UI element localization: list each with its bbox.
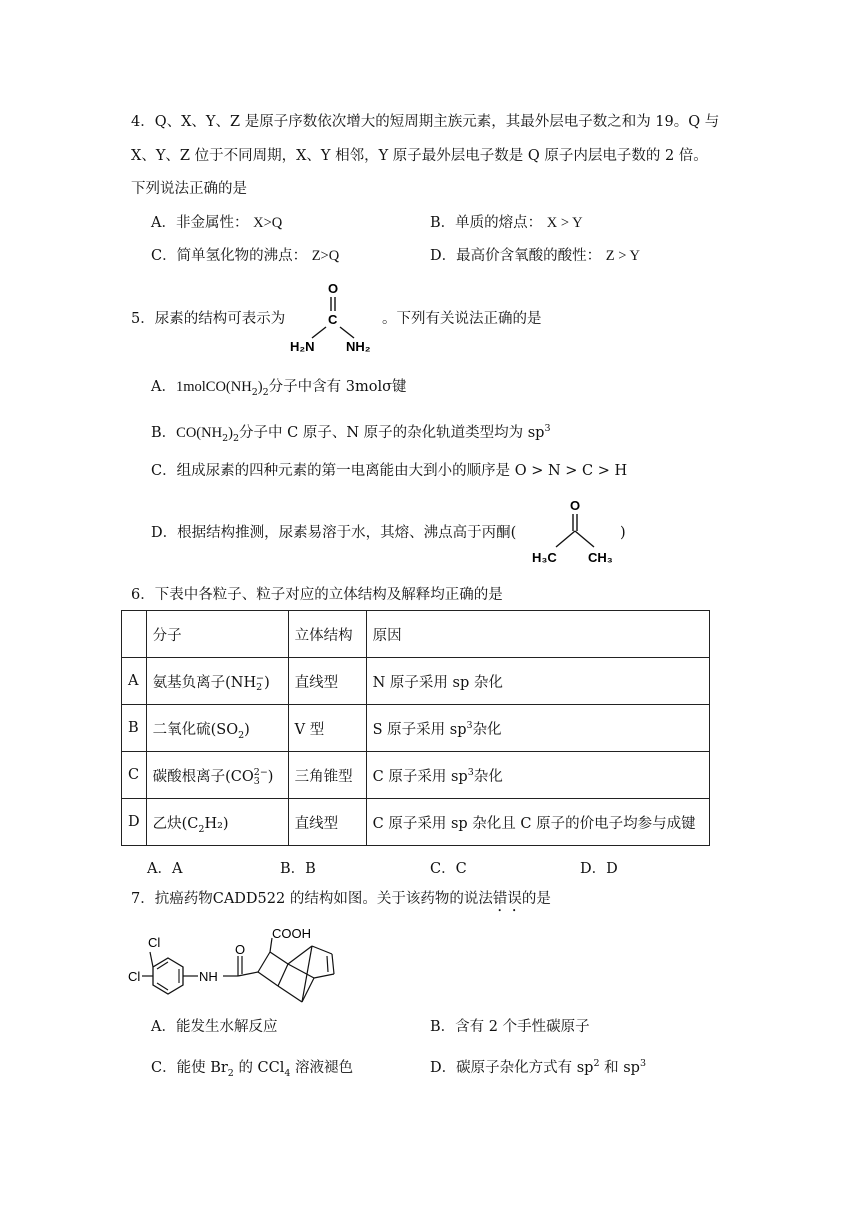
q6-table: [121, 610, 710, 846]
emphasis-word: 错误: [492, 891, 522, 907]
q5-stem-a: 5．尿素的结构可表示为: [131, 311, 286, 327]
acetone-ch3: CH₃: [588, 550, 613, 565]
q5-option-b: B．$CO(NH_2)_2$分子中 C 原子、N 原子的杂化轨道类型均为 $sp^3$: [151, 423, 551, 444]
table-row: [122, 752, 710, 799]
q4-option-b: B．单质的熔点： X > Y: [430, 215, 583, 231]
table-header-cell: [122, 611, 147, 658]
q6-choice-d: D．D: [580, 861, 618, 877]
urea-nh2: NH₂: [346, 339, 371, 354]
carbonyl-o: O: [235, 942, 246, 957]
acetone-o: O: [570, 498, 581, 513]
row-particle: 二氧化硫$(SO_2)$: [146, 705, 288, 752]
q5-option-c: C．组成尿素的四种元素的第一电离能由大到小的顺序是 O > N > C > H: [151, 463, 628, 479]
table-row: [122, 705, 710, 752]
q4-stem-line3: 下列说法正确的是: [131, 181, 247, 197]
urea-h2n: H₂N: [290, 339, 315, 354]
cadd522-structure: [128, 924, 360, 1010]
q4-option-a: A．非金属性： X>Q: [151, 215, 283, 231]
q6-choice-b: B．B: [280, 861, 316, 877]
q5-option-d-close: ): [620, 525, 626, 541]
q5-option-a: A．$1molCO(NH_2)_2$分子中含有 3molσ键: [151, 379, 407, 398]
acetone-h3c: H₃C: [532, 550, 557, 565]
cooh-label: COOH: [272, 926, 311, 941]
table-header-row: [122, 611, 710, 658]
q7-option-a: A．能发生水解反应: [151, 1019, 278, 1035]
q4-stem-line1: 4．Q、X、Y、Z 是原子序数依次增大的短周期主族元素，其最外层电子数之和为 19。Q 与: [131, 114, 720, 130]
row-shape: 直线型: [288, 799, 366, 846]
row-reason: C 原子采用 sp 杂化且 C 原子的价电子均参与成键: [366, 799, 709, 846]
row-shape: V 型: [288, 705, 366, 752]
q6-choice-a: A．A: [147, 861, 183, 877]
q5-option-d-text: D．根据结构推测，尿素易溶于水，其熔、沸点高于丙酮(: [151, 525, 517, 541]
q5-stem-b: 。下列有关说法正确的是: [382, 311, 542, 327]
q7-stem: 7．抗癌药物CADD522 的结构如图。关于该药物的说法错误的是: [131, 891, 551, 907]
q7-option-c: C．能使 $Br_2$ 的 CCl$_4$ 溶液褪色: [151, 1060, 354, 1079]
q6-choice-c: C．C: [430, 861, 467, 877]
row-particle: 氨基负离子(NH− 2 ): [146, 658, 288, 705]
q4-option-c: C．简单氢化物的沸点： Z>Q: [151, 248, 340, 264]
urea-c: C: [328, 312, 338, 327]
row-key: C: [122, 752, 147, 799]
row-reason: S 原子采用 $sp^3$杂化: [366, 705, 709, 752]
q6-stem: 6．下表中各粒子、粒子对应的立体结构及解释均正确的是: [131, 587, 503, 603]
row-shape: 直线型: [288, 658, 366, 705]
row-key: D: [122, 799, 147, 846]
q4-stem-line2: X、Y、Z 位于不同周期，X、Y 相邻，Y 原子最外层电子数是 Q 原子内层电子数的 2 倍。: [131, 148, 708, 164]
cl-lower: Cl: [128, 969, 141, 984]
row-reason: N 原子采用 sp 杂化: [366, 658, 709, 705]
row-key: A: [122, 658, 147, 705]
row-key: B: [122, 705, 147, 752]
table-header-cell: 立体结构: [288, 611, 366, 658]
table-header-cell: 原因: [366, 611, 709, 658]
urea-structure: [288, 280, 380, 356]
urea-o: O: [328, 281, 339, 296]
row-particle: 碳酸根离子(CO2− 3 ): [146, 752, 288, 799]
table-row: [122, 658, 710, 705]
row-reason: C 原子采用 $sp^3$杂化: [366, 752, 709, 799]
q7-option-b: B．含有 2 个手性碳原子: [430, 1019, 590, 1035]
q7-option-d: D．碳原子杂化方式有 $sp^2$ 和 $sp^3$: [430, 1058, 647, 1076]
table-row: [122, 799, 710, 846]
table-header-cell: 分子: [146, 611, 288, 658]
nh-label: NH: [199, 969, 218, 984]
row-particle: 乙炔$(C_2H_2)$: [146, 799, 288, 846]
cl-upper: Cl: [148, 935, 161, 950]
q4-option-d: D．最高价含氧酸的酸性： Z > Y: [430, 248, 640, 264]
acetone-structure: [532, 497, 622, 569]
row-shape: 三角锥型: [288, 752, 366, 799]
